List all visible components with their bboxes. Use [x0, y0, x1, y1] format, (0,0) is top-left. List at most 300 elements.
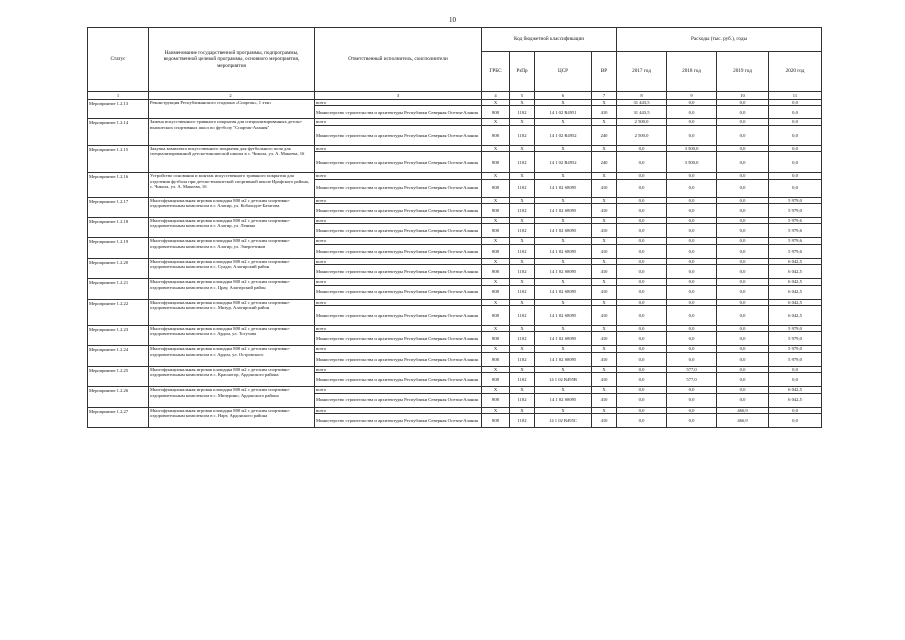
row-line-grbs: 808: [482, 125, 510, 145]
row-total-y2018: 577,0: [667, 366, 717, 372]
row-line-y2018: 0,0: [667, 204, 717, 218]
row-line-y2018: 0,0: [667, 306, 717, 326]
row-line-rzpr: 1102: [510, 332, 535, 346]
row-line-vr: 240: [592, 152, 617, 173]
row-executor: Министерство строительства и архитектуры Республики Северная Осетия-Алания: [315, 393, 482, 407]
row-total-y2019: 0,0: [717, 145, 769, 151]
row-line-csr: 14 1 02 S8095: [535, 265, 592, 279]
row-executor: Министерство строительства и архитектуры Республики Северная Осетия-Алания: [315, 306, 482, 326]
row-total-y2017: 0,0: [617, 326, 667, 332]
row-total-y2019: 0,0: [717, 238, 769, 244]
header-budget-codes: Код бюджетной классификации: [482, 28, 617, 52]
row-total-y2019: 0,0: [717, 197, 769, 203]
row-line-csr: 14 1 02 S8095: [535, 352, 592, 366]
row-total-y2019: 0,0: [717, 173, 769, 179]
row-line-csr: 14 1 02 S8095: [535, 244, 592, 258]
header-name: Наименование государственной программы, подпрограммы, ведомственной целевой программы, основного мероприятия, мероприятия: [149, 28, 315, 92]
row-status: Мероприятие 1.2.24: [88, 346, 149, 366]
row-total-rzpr: X: [510, 258, 535, 264]
row-line-csr: 14 1 02 R495B: [535, 373, 592, 387]
row-executor: Министерство строительства и архитектуры Республики Северная Осетия-Алания: [315, 265, 482, 279]
row-line-rzpr: 1102: [510, 373, 535, 387]
row-line-y2017: 0,0: [617, 244, 667, 258]
row-total-csr: X: [535, 279, 592, 285]
row-total-csr: X: [535, 387, 592, 393]
row-total-vr: X: [592, 100, 617, 106]
row-total-label: всего: [315, 119, 482, 125]
row-total-y2020: 6 042,5: [769, 258, 822, 264]
row-total-y2020: 5 979,6: [769, 238, 822, 244]
row-line-y2019: 0,0: [717, 204, 769, 218]
row-line-y2019: 0,0: [717, 125, 769, 145]
row-total-vr: X: [592, 299, 617, 305]
row-name: Многофункциональная игровая площадка 800 м2 с детским спортивно-оздоровительным комплексом в с. Суадаг, Алагирский район: [149, 258, 315, 278]
row-total-y2017: 2 500,0: [617, 119, 667, 125]
row-total-y2019: 0,0: [717, 346, 769, 352]
row-total-vr: X: [592, 366, 617, 372]
row-total-csr: X: [535, 218, 592, 224]
row-line-y2017: 0,0: [617, 179, 667, 197]
row-total-y2017: 0,0: [617, 258, 667, 264]
col-number: 11: [769, 92, 822, 100]
row-status: Мероприятие 1.2.14: [88, 119, 149, 145]
row-line-vr: 410: [592, 352, 617, 366]
row-line-csr: 14 1 02 S8095: [535, 204, 592, 218]
row-total-y2018: 0,0: [667, 279, 717, 285]
row-total-y2020: 5 979,0: [769, 346, 822, 352]
row-total-grbs: X: [482, 326, 510, 332]
row-total-label: всего: [315, 366, 482, 372]
row-total-rzpr: X: [510, 299, 535, 305]
row-total-label: всего: [315, 100, 482, 106]
row-total-y2018: 0,0: [667, 346, 717, 352]
row-line-y2020: 0,0: [769, 125, 822, 145]
row-total-y2020: 0,0: [769, 407, 822, 413]
row-name: Многофункциональная игровая площадка 800 м2 с детским спортивно-оздоровительным комплексом в с. Нарт, Ардонского района: [149, 407, 315, 427]
row-total-grbs: X: [482, 145, 510, 151]
col-number: 6: [535, 92, 592, 100]
row-line-vr: 410: [592, 393, 617, 407]
row-line-y2017: 0,0: [617, 224, 667, 238]
row-total-y2019: 466,9: [717, 407, 769, 413]
row-line-y2020: 0,0: [769, 179, 822, 197]
row-line-y2018: 0,0: [667, 224, 717, 238]
row-name: Многофункциональная игровая площадка 800 м2 с детским спортивно-оздоровительным комплексом в г. Алагир, ул. Энергетиков: [149, 238, 315, 258]
row-total-vr: X: [592, 326, 617, 332]
row-total-csr: X: [535, 145, 592, 151]
row-total-y2017: 0,0: [617, 173, 667, 179]
row-total-grbs: X: [482, 366, 510, 372]
row-total-vr: X: [592, 119, 617, 125]
row-line-y2019: 0,0: [717, 285, 769, 299]
row-total-y2017: 0,0: [617, 197, 667, 203]
row-total-vr: X: [592, 238, 617, 244]
row-name: Замена искусственного травяного покрытия для специализированных детско-юношеских спортивных школ по футболу "Спартак-Алания": [149, 119, 315, 145]
row-line-rzpr: 1102: [510, 179, 535, 197]
row-line-y2017: 0,0: [617, 152, 667, 173]
row-line-y2019: 0,0: [717, 244, 769, 258]
row-total-y2018: 0,0: [667, 218, 717, 224]
row-total-y2017: 0,0: [617, 407, 667, 413]
row-total-y2018: 0,0: [667, 326, 717, 332]
row-status: Мероприятие 1.2.16: [88, 173, 149, 197]
row-total-y2020: 6 042,5: [769, 299, 822, 305]
row-line-y2017: 0,0: [617, 373, 667, 387]
row-total-y2020: 0,0: [769, 145, 822, 151]
row-total-grbs: X: [482, 119, 510, 125]
header-status: Статус: [88, 28, 149, 92]
row-total-grbs: X: [482, 238, 510, 244]
row-total-label: всего: [315, 258, 482, 264]
col-number: 10: [717, 92, 769, 100]
row-line-rzpr: 1102: [510, 285, 535, 299]
row-total-y2019: 0,0: [717, 279, 769, 285]
row-total-grbs: X: [482, 279, 510, 285]
row-line-grbs: 808: [482, 393, 510, 407]
row-line-csr: 14 1 02 S8095: [535, 393, 592, 407]
row-total-y2019: 0,0: [717, 387, 769, 393]
row-line-csr: 14 1 02 R4951: [535, 106, 592, 119]
row-line-grbs: 808: [482, 265, 510, 279]
row-name: Многофункциональная игровая площадка 800 м2 с детским спортивно-оздоровительным комплексом в с. Мизур, Алагирский район: [149, 299, 315, 325]
row-total-csr: X: [535, 100, 592, 106]
row-line-grbs: 808: [482, 373, 510, 387]
row-total-y2018: 3 500,0: [667, 145, 717, 151]
row-total-y2017: 0,0: [617, 387, 667, 393]
header-expenses: Расходы (тыс. руб.), годы: [617, 28, 822, 52]
row-total-grbs: X: [482, 197, 510, 203]
row-total-y2019: 0,0: [717, 100, 769, 106]
row-line-y2017: 0,0: [617, 352, 667, 366]
row-total-y2019: 0,0: [717, 326, 769, 332]
row-executor: Министерство строительства и архитектуры Республики Северная Осетия-Алания: [315, 179, 482, 197]
row-line-csr: 14 1 02 S8095: [535, 224, 592, 238]
row-status: Мероприятие 1.2.21: [88, 279, 149, 299]
row-total-y2017: 31 443,5: [617, 100, 667, 106]
row-total-y2019: 0,0: [717, 299, 769, 305]
row-total-csr: X: [535, 173, 592, 179]
row-line-csr: 14 1 02 S8095: [535, 306, 592, 326]
row-total-csr: X: [535, 119, 592, 125]
row-line-y2017: 0,0: [617, 204, 667, 218]
row-status: Мероприятие 1.2.15: [88, 145, 149, 172]
row-status: Мероприятие 1.2.13: [88, 100, 149, 119]
row-line-rzpr: 1102: [510, 152, 535, 173]
row-executor: Министерство строительства и архитектуры Республики Северная Осетия-Алания: [315, 152, 482, 173]
row-total-y2020: 5 979,6: [769, 218, 822, 224]
row-total-rzpr: X: [510, 197, 535, 203]
row-total-csr: X: [535, 299, 592, 305]
row-line-y2019: 0,0: [717, 306, 769, 326]
row-line-grbs: 808: [482, 244, 510, 258]
row-total-grbs: X: [482, 173, 510, 179]
row-line-vr: 410: [592, 265, 617, 279]
row-total-y2019: 0,0: [717, 218, 769, 224]
row-total-y2020: 5 979,0: [769, 326, 822, 332]
row-total-vr: X: [592, 218, 617, 224]
row-line-y2020: 0,0: [769, 373, 822, 387]
row-line-vr: 410: [592, 332, 617, 346]
row-total-rzpr: X: [510, 326, 535, 332]
row-line-grbs: 808: [482, 352, 510, 366]
row-name: Многофункциональная игровая площадка 800 м2 с детским спортивно-оздоровительным комплексом в г. Алагир, ул. Ленина: [149, 218, 315, 238]
row-line-y2017: 0,0: [617, 414, 667, 428]
row-total-rzpr: X: [510, 407, 535, 413]
row-line-rzpr: 1102: [510, 204, 535, 218]
row-line-vr: 240: [592, 125, 617, 145]
row-line-grbs: 808: [482, 179, 510, 197]
row-total-grbs: X: [482, 100, 510, 106]
row-line-y2020: 6 042,5: [769, 393, 822, 407]
row-line-csr: 14 1 02 S8095: [535, 179, 592, 197]
row-line-rzpr: 1102: [510, 265, 535, 279]
row-line-y2018: 0,0: [667, 179, 717, 197]
row-executor: Министерство строительства и архитектуры Республики Северная Осетия-Алания: [315, 125, 482, 145]
row-line-rzpr: 1102: [510, 125, 535, 145]
row-line-y2020: 5 979,0: [769, 204, 822, 218]
row-line-grbs: 808: [482, 285, 510, 299]
row-total-label: всего: [315, 299, 482, 305]
row-line-rzpr: 1102: [510, 244, 535, 258]
row-line-y2019: 0,0: [717, 152, 769, 173]
row-total-y2020: 0,0: [769, 119, 822, 125]
row-line-y2017: 0,0: [617, 265, 667, 279]
row-line-y2017: 0,0: [617, 332, 667, 346]
row-total-y2020: 6 042,5: [769, 279, 822, 285]
row-name: Устройство основания и монтаж искусственного травяного покрытия для отделения футбола при детско-юношеской спортивной школе Ирафского района, с. Чикола, ул. А. Макоева, 16: [149, 173, 315, 197]
row-line-y2018: 0,0: [667, 244, 717, 258]
row-total-grbs: X: [482, 258, 510, 264]
col-number: 8: [617, 92, 667, 100]
row-total-y2019: 0,0: [717, 366, 769, 372]
row-total-y2018: 0,0: [667, 299, 717, 305]
row-executor: Министерство строительства и архитектуры Республики Северная Осетия-Алания: [315, 373, 482, 387]
row-status: Мероприятие 1.2.26: [88, 387, 149, 407]
row-total-label: всего: [315, 197, 482, 203]
row-total-grbs: X: [482, 218, 510, 224]
row-executor: Министерство строительства и архитектуры Республики Северная Осетия-Алания: [315, 414, 482, 428]
row-name: Реконструкция Республиканского стадиона «Спартак», 1 этап: [149, 100, 315, 119]
row-line-y2018: 0,0: [667, 393, 717, 407]
row-total-y2019: 0,0: [717, 258, 769, 264]
row-total-csr: X: [535, 407, 592, 413]
row-total-y2018: 0,0: [667, 197, 717, 203]
row-line-vr: 410: [592, 179, 617, 197]
row-total-label: всего: [315, 407, 482, 413]
col-number: 1: [88, 92, 149, 100]
row-total-rzpr: X: [510, 218, 535, 224]
row-line-y2020: 0,0: [769, 414, 822, 428]
row-line-y2018: 0,0: [667, 285, 717, 299]
row-total-grbs: X: [482, 299, 510, 305]
row-line-y2019: 0,0: [717, 352, 769, 366]
row-total-y2017: 0,0: [617, 299, 667, 305]
row-status: Мероприятие 1.2.22: [88, 299, 149, 325]
row-total-grbs: X: [482, 346, 510, 352]
row-line-y2020: 0,0: [769, 106, 822, 119]
row-line-csr: 14 1 02 R4952: [535, 152, 592, 173]
row-line-csr: 14 1 02 R495C: [535, 414, 592, 428]
row-line-y2017: 0,0: [617, 393, 667, 407]
row-line-vr: 410: [592, 414, 617, 428]
row-line-y2020: 0,0: [769, 152, 822, 173]
row-total-y2017: 0,0: [617, 145, 667, 151]
row-line-vr: 410: [592, 204, 617, 218]
row-name: Многофункциональная игровая площадка 800 м2 с детским спортивно-оздоровительным комплексом в г. Алагир, ул. Кобахидзе-Батагова: [149, 197, 315, 217]
row-line-vr: 410: [592, 106, 617, 119]
row-status: Мероприятие 1.2.23: [88, 326, 149, 346]
row-total-vr: X: [592, 407, 617, 413]
row-total-vr: X: [592, 197, 617, 203]
row-line-y2019: 466,9: [717, 414, 769, 428]
row-line-vr: 410: [592, 285, 617, 299]
row-line-rzpr: 1102: [510, 106, 535, 119]
row-line-rzpr: 1102: [510, 352, 535, 366]
row-executor: Министерство строительства и архитектуры Республики Северная Осетия-Алания: [315, 285, 482, 299]
row-line-grbs: 808: [482, 106, 510, 119]
row-total-csr: X: [535, 326, 592, 332]
row-total-vr: X: [592, 173, 617, 179]
row-line-grbs: 808: [482, 224, 510, 238]
row-executor: Министерство строительства и архитектуры Республики Северная Осетия-Алания: [315, 352, 482, 366]
row-total-label: всего: [315, 279, 482, 285]
row-total-label: всего: [315, 145, 482, 151]
row-total-csr: X: [535, 346, 592, 352]
row-executor: Министерство строительства и архитектуры Республики Северная Осетия-Алания: [315, 244, 482, 258]
row-line-y2018: 0,0: [667, 106, 717, 119]
row-total-label: всего: [315, 387, 482, 393]
row-total-grbs: X: [482, 407, 510, 413]
row-total-csr: X: [535, 197, 592, 203]
row-line-grbs: 808: [482, 414, 510, 428]
row-total-rzpr: X: [510, 366, 535, 372]
row-total-label: всего: [315, 173, 482, 179]
row-total-y2017: 0,0: [617, 218, 667, 224]
row-total-rzpr: X: [510, 346, 535, 352]
header-vr: ВР: [592, 52, 617, 92]
header-csr: ЦСР: [535, 52, 592, 92]
header-rzpr: РзПр: [510, 52, 535, 92]
row-line-grbs: 808: [482, 204, 510, 218]
column-numbers-row: [88, 92, 822, 100]
row-status: Мероприятие 1.2.20: [88, 258, 149, 278]
row-total-y2018: 0,0: [667, 387, 717, 393]
row-total-y2020: 0,0: [769, 100, 822, 106]
row-line-csr: 14 1 02 R4952: [535, 125, 592, 145]
row-line-y2019: 0,0: [717, 393, 769, 407]
row-line-y2018: 0,0: [667, 265, 717, 279]
row-line-y2017: 0,0: [617, 285, 667, 299]
row-name: Многофункциональная игровая площадка 800 м2 с детским спортивно-оздоровительным комплексом в с. Црау, Алагирский район: [149, 279, 315, 299]
row-total-y2018: 0,0: [667, 258, 717, 264]
col-number: 4: [482, 92, 510, 100]
row-total-y2020: 0,0: [769, 173, 822, 179]
row-total-rzpr: X: [510, 279, 535, 285]
row-line-y2018: 3 500,0: [667, 152, 717, 173]
row-total-vr: X: [592, 145, 617, 151]
row-line-y2019: 0,0: [717, 373, 769, 387]
row-total-y2017: 0,0: [617, 346, 667, 352]
row-total-rzpr: X: [510, 173, 535, 179]
col-number: 3: [315, 92, 482, 100]
col-number: 5: [510, 92, 535, 100]
row-status: Мероприятие 1.2.19: [88, 238, 149, 258]
row-total-csr: X: [535, 258, 592, 264]
row-line-y2018: 0,0: [667, 352, 717, 366]
row-line-y2017: 31 443,5: [617, 106, 667, 119]
row-total-y2017: 0,0: [617, 366, 667, 372]
row-executor: Министерство строительства и архитектуры Республики Северная Осетия-Алания: [315, 204, 482, 218]
row-total-y2018: 0,0: [667, 407, 717, 413]
row-total-grbs: X: [482, 387, 510, 393]
row-total-vr: X: [592, 387, 617, 393]
row-line-y2018: 0,0: [667, 414, 717, 428]
row-status: Мероприятие 1.2.27: [88, 407, 149, 427]
row-total-y2020: 6 042,5: [769, 387, 822, 393]
row-total-y2020: 0,0: [769, 366, 822, 372]
header-2017: 2017 год: [617, 52, 667, 92]
row-total-y2020: 5 979,0: [769, 197, 822, 203]
row-total-vr: X: [592, 346, 617, 352]
row-total-rzpr: X: [510, 145, 535, 151]
row-line-y2020: 5 979,6: [769, 224, 822, 238]
row-line-y2020: 5 979,6: [769, 244, 822, 258]
header-2019: 2019 год: [717, 52, 769, 92]
row-line-y2017: 2 500,0: [617, 125, 667, 145]
row-total-label: всего: [315, 346, 482, 352]
row-total-csr: X: [535, 238, 592, 244]
row-line-y2019: 0,0: [717, 224, 769, 238]
row-name: Многофункциональная игровая площадка 800 м2 с детским спортивно-оздоровительным комплексом в г. Ардон, ул. Тогузова: [149, 326, 315, 346]
row-total-rzpr: X: [510, 238, 535, 244]
row-line-rzpr: 1102: [510, 414, 535, 428]
row-total-rzpr: X: [510, 387, 535, 393]
row-line-y2019: 0,0: [717, 179, 769, 197]
row-line-y2019: 0,0: [717, 265, 769, 279]
row-total-vr: X: [592, 258, 617, 264]
row-executor: Министерство строительства и архитектуры Республики Северная Осетия-Алания: [315, 224, 482, 238]
row-line-rzpr: 1102: [510, 306, 535, 326]
row-line-y2020: 6 042,5: [769, 285, 822, 299]
row-total-vr: X: [592, 279, 617, 285]
col-number: 7: [592, 92, 617, 100]
row-total-csr: X: [535, 366, 592, 372]
row-total-y2019: 0,0: [717, 119, 769, 125]
row-line-vr: 410: [592, 373, 617, 387]
row-line-vr: 410: [592, 224, 617, 238]
row-status: Мероприятие 1.2.17: [88, 197, 149, 217]
row-line-grbs: 808: [482, 306, 510, 326]
row-line-grbs: 808: [482, 152, 510, 173]
row-line-y2017: 0,0: [617, 306, 667, 326]
row-line-y2020: 6 042,5: [769, 306, 822, 326]
row-line-rzpr: 1102: [510, 393, 535, 407]
col-number: 2: [149, 92, 315, 100]
row-name: Многофункциональная игровая площадка 800 м2 с детским спортивно-оздоровительным комплексом в г. Ардон, ул. Островского: [149, 346, 315, 366]
row-executor: Министерство строительства и архитектуры Республики Северная Осетия-Алания: [315, 106, 482, 119]
row-line-y2020: 6 042,5: [769, 265, 822, 279]
row-line-vr: 410: [592, 244, 617, 258]
row-total-y2018: 0,0: [667, 238, 717, 244]
row-name: Закупка комплекта искусственного покрытия для футбольного поля для специализированной детско-юношеской школы в с. Чикола, ул. А. Макоева, 16: [149, 145, 315, 172]
row-line-y2019: 0,0: [717, 106, 769, 119]
row-total-label: всего: [315, 238, 482, 244]
header-grbs: ГРБС: [482, 52, 510, 92]
table-body: [88, 100, 822, 428]
row-executor: Министерство строительства и архитектуры Республики Северная Осетия-Алания: [315, 332, 482, 346]
budget-table: [87, 27, 822, 428]
row-status: Мероприятие 1.2.18: [88, 218, 149, 238]
